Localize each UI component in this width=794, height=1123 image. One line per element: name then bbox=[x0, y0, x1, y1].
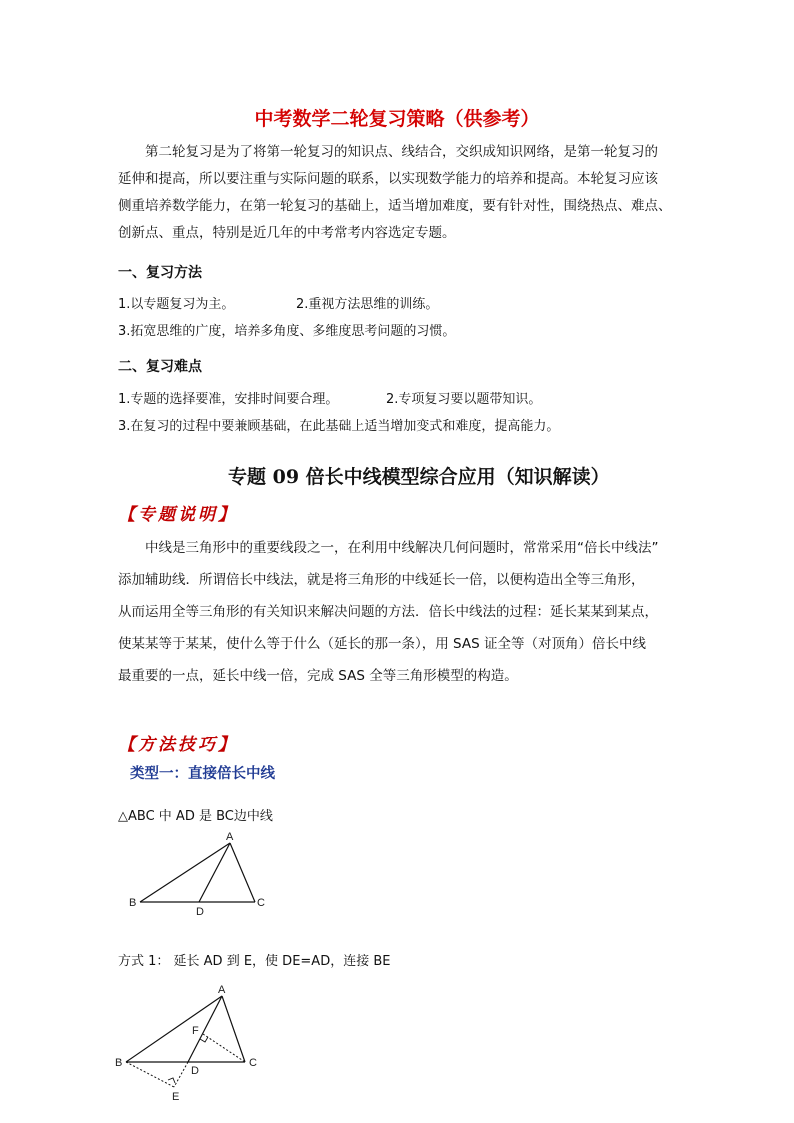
side-ac bbox=[230, 843, 255, 902]
right-angle-mark-e bbox=[168, 1078, 175, 1083]
label-f: F bbox=[192, 1025, 199, 1037]
difficulty-item-1: 1.专题的选择要准，安排时间要合理。 bbox=[118, 392, 339, 407]
figure2-extension-diagram bbox=[112, 982, 272, 1104]
explanation-line: 中线是三角形中的重要线段之一，在利用中线解决几何问题时，常常采用“倍长中线法” bbox=[118, 540, 659, 556]
banner-methods: 【方法技巧】 bbox=[118, 735, 238, 755]
label-d: D bbox=[191, 1065, 199, 1077]
explanation-line: 添加辅助线．所谓倍长中线法，就是将三角形的中线延长一倍，以便构造出全等三角形， bbox=[118, 572, 645, 588]
median-ad bbox=[199, 843, 230, 902]
method-item-1: 1.以专题复习为主。 bbox=[118, 297, 235, 312]
explanation-line: 最重要的一点，延长中线一倍，完成 SAS 全等三角形模型的构造。 bbox=[118, 668, 518, 684]
difficulty-item-2: 2.专项复习要以题带知识。 bbox=[386, 392, 542, 407]
right-angle-mark-f bbox=[200, 1037, 208, 1042]
explanation-paragraph bbox=[118, 532, 698, 692]
segment-be bbox=[126, 1062, 174, 1087]
figure1-triangle-diagram bbox=[120, 826, 280, 918]
label-b: B bbox=[115, 1057, 123, 1069]
side-ac bbox=[222, 996, 245, 1062]
label-a: A bbox=[226, 831, 234, 843]
label-e: E bbox=[172, 1091, 180, 1103]
explanation-line: 使某某等于某某，使什么等于什么（延长的那一条），用 SAS 证全等（对顶角）倍长中线 bbox=[118, 636, 646, 652]
label-c: C bbox=[257, 897, 265, 909]
intro-line: 第二轮复习是为了将第一轮复习的知识点、线结合，交织成知识网络，是第一轮复习的 bbox=[118, 144, 658, 160]
method-item-3: 3.拓宽思维的广度，培养多角度、多维度思考问题的习惯。 bbox=[118, 324, 456, 339]
section-heading-difficulties: 二、复习难点 bbox=[118, 359, 202, 375]
side-ab bbox=[126, 996, 222, 1062]
label-a: A bbox=[218, 984, 226, 996]
difficulty-item-3: 3.在复习的过程中要兼顾基础，在此基础上适当增加变式和难度，提高能力。 bbox=[118, 419, 560, 434]
label-b: B bbox=[129, 897, 137, 909]
type1-heading: 类型一：直接倍长中线 bbox=[130, 766, 275, 782]
segment-cf bbox=[203, 1034, 245, 1062]
side-ab bbox=[140, 843, 230, 902]
intro-paragraph bbox=[118, 139, 678, 247]
section-heading-methods: 一、复习方法 bbox=[118, 265, 202, 281]
explanation-line: 从而运用全等三角形的有关知识来解决问题的方法．倍长中线法的过程：延长某某到某点， bbox=[118, 604, 658, 620]
label-c: C bbox=[249, 1057, 257, 1069]
topic-title: 专题 09 倍长中线模型综合应用（知识解读） bbox=[228, 466, 610, 488]
banner-explanation: 【专题说明】 bbox=[118, 505, 238, 525]
figure1-caption: △ABC 中 AD 是 BC边中线 bbox=[118, 809, 273, 824]
extension-de bbox=[174, 1062, 188, 1087]
method1-caption: 方式 1： 延长 AD 到 E，使 DE=AD，连接 BE bbox=[118, 954, 391, 969]
intro-line: 延伸和提高，所以要注重与实际问题的联系，以实现数学能力的培养和提高。本轮复习应该 bbox=[118, 171, 658, 187]
intro-line: 侧重培养数学能力，在第一轮复习的基础上，适当增加难度，要有针对性，围绕热点、难点、 bbox=[118, 198, 672, 214]
intro-line: 创新点、重点，特别是近几年的中考常考内容选定专题。 bbox=[118, 225, 456, 241]
page-title: 中考数学二轮复习策略（供参考） bbox=[254, 108, 540, 130]
label-d: D bbox=[196, 906, 204, 918]
method-item-2: 2.重视方法思维的训练。 bbox=[296, 297, 439, 312]
